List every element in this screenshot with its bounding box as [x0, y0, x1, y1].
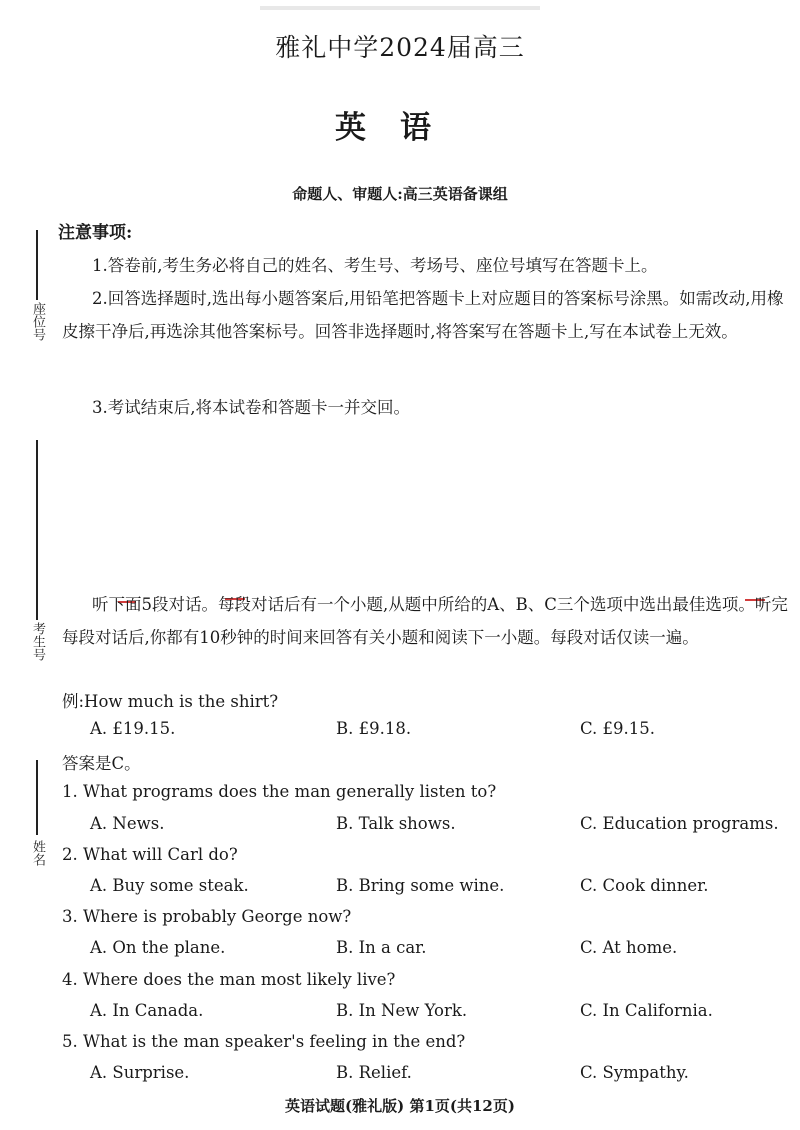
exam-no-line [36, 440, 38, 620]
subject-title: 英语 [335, 110, 465, 146]
note-item-2: 2.回答选择题时,选出每小题答案后,用铅笔把答题卡上对应题目的答案标号涂黑。如需改动,用橡皮擦干净后,再选涂其他答案标号。回答非选择题时,将答案写在答题卡上,写在本试卷上无效。 [62, 289, 784, 341]
question-4: 4. Where does the man most likely live? [62, 970, 396, 989]
name-label: 姓名 [30, 840, 45, 866]
example-option-a: A. £19.15. [90, 719, 176, 738]
page-footer: 英语试题(雅礼版) 第1页(共12页) [285, 1097, 515, 1115]
notes-title: 注意事项: [58, 223, 133, 243]
q1-option-a: A. News. [90, 814, 165, 833]
q4-option-a: A. In Canada. [90, 1001, 204, 1020]
question-3: 3. Where is probably George now? [62, 907, 352, 926]
q1-option-c: C. Education programs. [580, 814, 779, 833]
example-option-c: C. £9.15. [580, 719, 656, 738]
question-2: 2. What will Carl do? [62, 845, 238, 864]
scan-top-mark [260, 6, 540, 10]
listening-instructions: 听下面5段对话。每段对话后有一个小题,从题中所给的A、B、C三个选项中选出最佳选项。听完每段对话后,你都有10秒钟的时间来回答有关小题和阅读下一小题。每段对话仅读一遍。 [62, 595, 788, 647]
q4-option-c: C. In California. [580, 1001, 713, 1020]
seat-label: 座位号 [30, 302, 45, 341]
example-question: 例:How much is the shirt? [62, 692, 279, 711]
note-item-1: 1.答卷前,考生务必将自己的姓名、考生号、考场号、座位号填写在答题卡上。 [92, 256, 658, 275]
seat-line [36, 230, 38, 300]
q3-option-b: B. In a car. [336, 938, 427, 957]
q2-option-a: A. Buy some steak. [90, 876, 249, 895]
q5-option-b: B. Relief. [336, 1063, 412, 1082]
proposer-line: 命题人、审题人:高三英语备课组 [292, 185, 508, 203]
q3-option-c: C. At home. [580, 938, 678, 957]
q3-option-a: A. On the plane. [90, 938, 226, 957]
note-item-3: 3.考试结束后,将本试卷和答题卡一并交回。 [92, 398, 410, 417]
question-5: 5. What is the man speaker's feeling in the end? [62, 1032, 466, 1051]
q5-option-c: C. Sympathy. [580, 1063, 689, 1082]
q2-option-b: B. Bring some wine. [336, 876, 505, 895]
school-title: 雅礼中学2024届高三 [275, 33, 525, 62]
q5-option-a: A. Surprise. [90, 1063, 190, 1082]
example-option-b: B. £9.18. [336, 719, 412, 738]
name-line [36, 760, 38, 835]
question-1: 1. What programs does the man generally listen to? [62, 782, 497, 801]
example-answer: 答案是C。 [62, 754, 141, 773]
q1-option-b: B. Talk shows. [336, 814, 456, 833]
q2-option-c: C. Cook dinner. [580, 876, 709, 895]
exam-no-label: 考生号 [30, 622, 45, 661]
q4-option-b: B. In New York. [336, 1001, 468, 1020]
